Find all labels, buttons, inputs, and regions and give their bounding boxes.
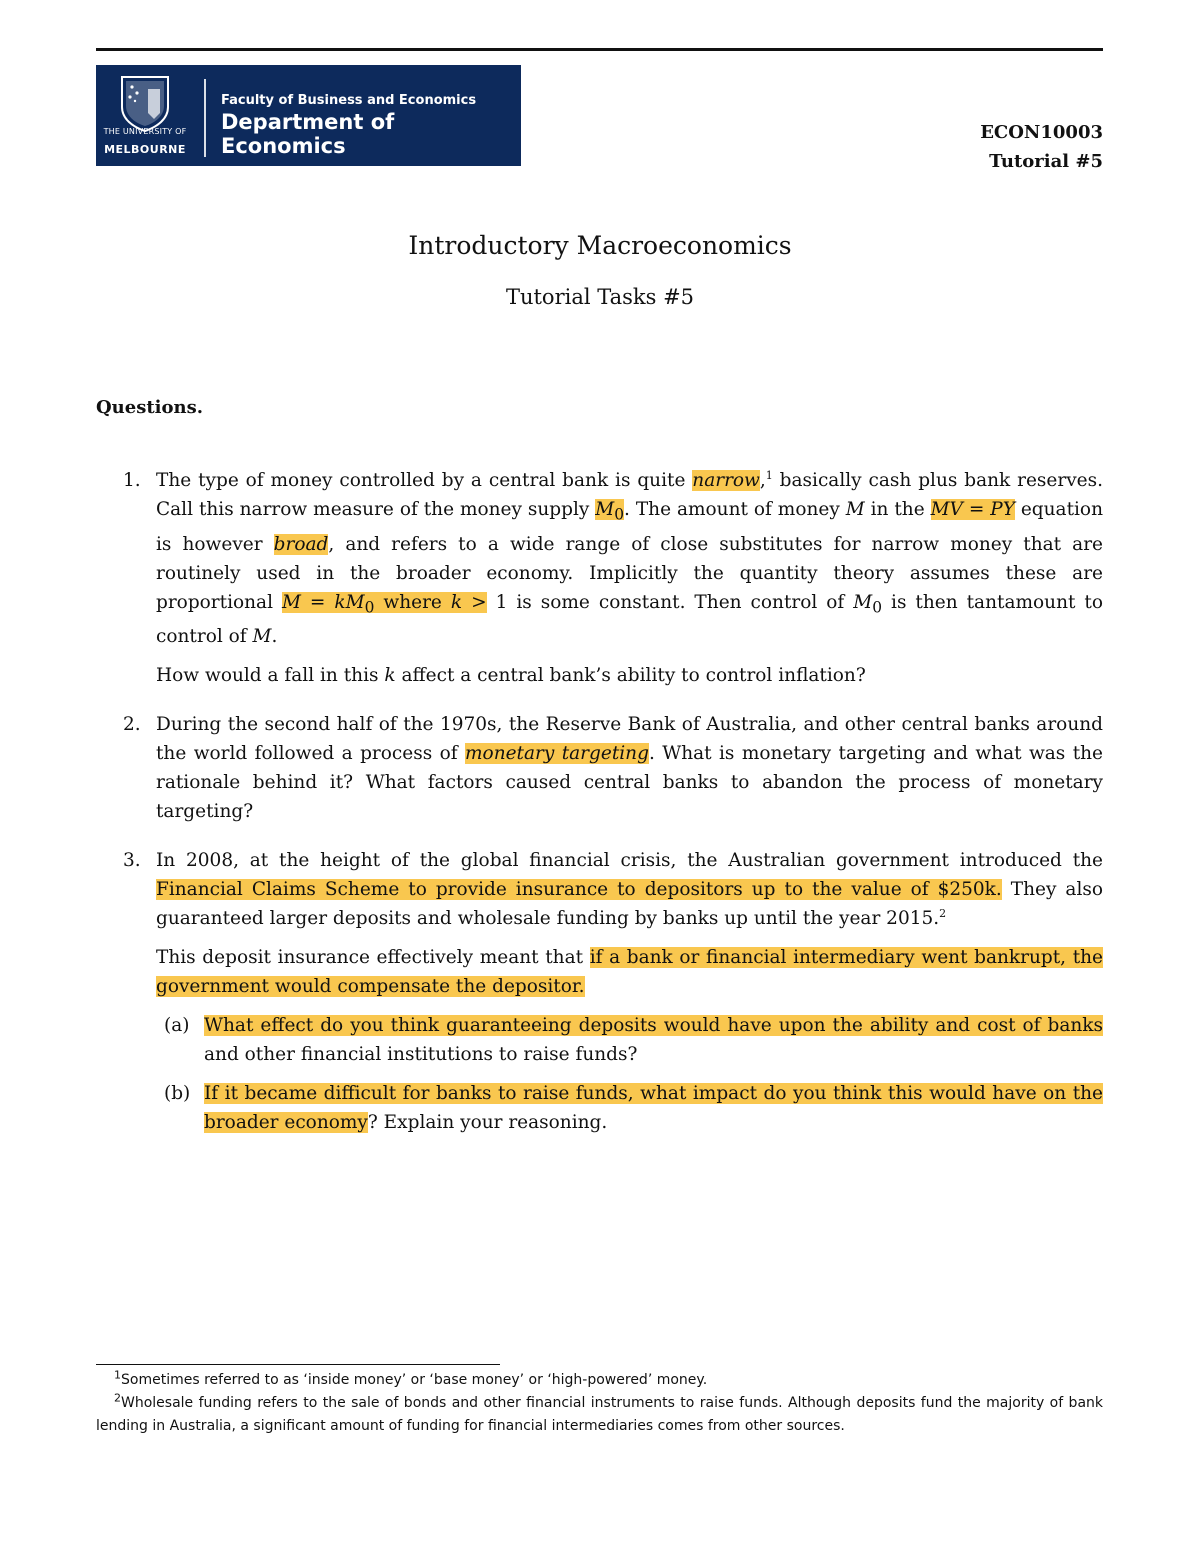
question-number: 1. (123, 470, 141, 491)
question-2-text: During the second half of the 1970s, the Reserve Bank of Australia, and other central banks around the world followed a process of monetary targeting. What is monetary targeting and what was the rationale behind it? What factors caused central banks to abandon the process of monetary targeting? (156, 714, 1103, 823)
footnote-ref-1: 1 (765, 468, 773, 482)
department-banner (96, 65, 521, 166)
question-2 (96, 710, 1103, 826)
document-title: Introductory Macroeconomics (408, 231, 792, 260)
subquestion-label: (b) (164, 1083, 191, 1105)
question-list (96, 466, 1103, 1157)
footnote-ref-2: 2 (939, 907, 947, 921)
highlight-monetary-targeting: monetary targeting (465, 743, 649, 765)
highlight-3a: What effect do you think guaranteeing deposits would have upon the ability and cost of banks (204, 1015, 1103, 1037)
question-number: 2. (123, 714, 141, 736)
footnote-1: $^1$Sometimes referred to as ‘inside money’ or ‘base money’ or ‘high-powered’ money. (114, 1368, 708, 1388)
highlight-compensation: if a bank or financial intermediary went bankrupt, the government would compensate the depositor. (156, 947, 1104, 998)
highlight-financial-claims-scheme: Financial Claims Scheme to provide insurance to depositors up to the value of $250k. (156, 879, 1002, 901)
questions-heading: Questions. (96, 397, 203, 418)
question-1-text: The type of money controlled by a central bank is quite narrow,$^1$ basically cash plus bank reserves. Call this narrow measure of the money supply $M_0$. The amount of money M in the MV = PY equation is however broad, and refers to a wide range of close substitutes for narrow money that are routinely used in the broader economy. Implicitly the quantity theory assumes these are proportional $M = kM_0$ where k > 1 is some constant. Then control of $M_0$ is then tantamount to control of M. (156, 468, 1103, 648)
highlight-narrow: narrow (692, 470, 760, 491)
highlight-broad: broad (273, 533, 329, 555)
university-name-line1: THE UNIVERSITY OF (103, 127, 187, 136)
question-1-prompt: How would a fall in this k affect a central bank’s ability to control inflation? (156, 665, 866, 687)
highlight-equation: MV = PY (930, 499, 1015, 520)
question-3a: (a) What effect do you think guaranteeing deposits would have upon the ability and cost of banks and other financial institutions to raise funds? (156, 1011, 1103, 1069)
highlight-3b: If it became difficult for banks to raise funds, what impact do you think this would have on the broader economy (204, 1083, 1103, 1134)
question-3b: (b) If it became difficult for banks to raise funds, what impact do you think this would have on the broader economy? Explain your reasoning. (156, 1079, 1103, 1137)
question-3 (96, 846, 1103, 1137)
footnotes (96, 1369, 1103, 1438)
question-3-text: In 2008, at the height of the global financial crisis, the Australian government introduced the Financial Claims Scheme to provide insurance to depositors up to the value of $250k. They also guaranteed larger deposits and wholesale funding by banks up until the year 2015.$^2$ (156, 850, 1103, 930)
course-code: ECON10003 (980, 122, 1103, 143)
footnote-rule (96, 1364, 500, 1365)
department-name: Department of Economics (221, 110, 395, 158)
question-1 (96, 466, 1103, 690)
tutorial-label: Tutorial #5 (989, 151, 1103, 172)
document-subtitle: Tutorial Tasks #5 (505, 285, 695, 309)
course-info (980, 118, 1103, 176)
university-name-line2: MELBOURNE (104, 143, 186, 156)
footnote-2: $^2$Wholesale funding refers to the sale of bonds and other financial instruments to raise funds. Although deposits fund the majority of bank lending in Australia, a significant amount of funding for financial intermediaries comes from other sources. (96, 1391, 1103, 1434)
banner-divider (204, 79, 206, 157)
highlight-proportional: $M = kM_0$ where k > (282, 591, 487, 617)
question-3-insurance: This deposit insurance effectively meant that if a bank or financial intermediary went bankrupt, the government would compensate the depositor. (156, 947, 1104, 998)
question-number: 3. (123, 850, 141, 872)
faculty-name: Faculty of Business and Economics (221, 93, 477, 108)
highlight-m0: $M_0$ (595, 499, 625, 524)
top-rule (96, 48, 1103, 51)
subquestion-label: (a) (164, 1015, 190, 1037)
